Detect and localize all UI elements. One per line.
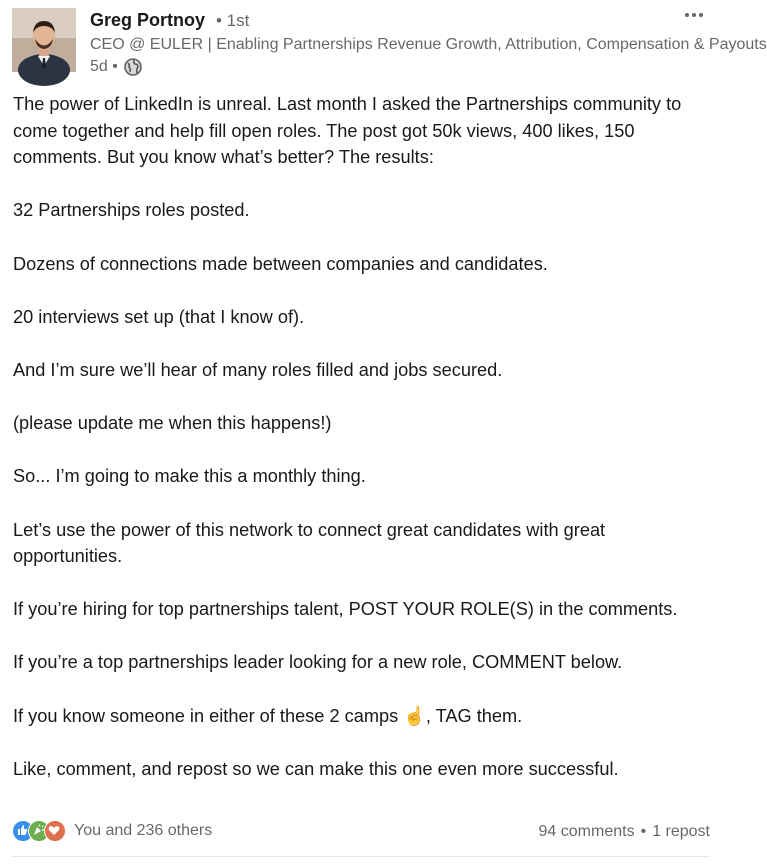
post-text bbox=[13, 91, 708, 782]
reactions-summary[interactable] bbox=[12, 820, 212, 842]
more-dot bbox=[685, 13, 689, 17]
post-paragraph: Like, comment, and repost so we can make this one even more successful. bbox=[13, 758, 619, 779]
more-options-button[interactable] bbox=[680, 6, 708, 24]
globe-icon bbox=[123, 57, 143, 77]
author-name[interactable]: Greg Portnoy bbox=[90, 10, 206, 30]
post-paragraph: Let’s use the power of this network to connect great candidates with great opportunities. bbox=[13, 519, 606, 567]
reactions-count: You and 236 others bbox=[74, 822, 213, 839]
post-paragraph: The power of LinkedIn is unreal. Last month I asked the Partnerships community to come together and help fill open roles. The post got 50k views, 400 likes, 150 comments. But you know what’s better? The results: bbox=[13, 94, 682, 168]
more-dot bbox=[699, 13, 703, 17]
post-paragraph: If you know someone in either of these 2 camps ☝️, TAG them. bbox=[13, 705, 523, 726]
post-paragraph: And I’m sure we’ll hear of many roles filled and jobs secured. bbox=[13, 359, 503, 380]
author-avatar[interactable] bbox=[12, 8, 76, 72]
post-time: 5d • bbox=[90, 58, 118, 75]
post-meta bbox=[90, 57, 143, 77]
social-counts bbox=[12, 820, 710, 844]
connection-degree: • 1st bbox=[216, 11, 250, 30]
engagement-counts bbox=[539, 823, 710, 841]
divider bbox=[12, 856, 710, 857]
counts-separator: • bbox=[640, 823, 647, 840]
post-paragraph: So... I’m going to make this a monthly thing. bbox=[13, 466, 366, 487]
avatar-photo bbox=[12, 8, 76, 72]
comments-count[interactable]: 94 comments bbox=[538, 823, 635, 840]
post-paragraph: 20 interviews set up (that I know of). bbox=[13, 306, 305, 327]
post-paragraph: Dozens of connections made between companies and candidates. bbox=[13, 253, 548, 274]
post-header bbox=[0, 0, 767, 84]
post-paragraph: 32 Partnerships roles posted. bbox=[13, 200, 250, 221]
reposts-count[interactable]: 1 repost bbox=[652, 823, 710, 840]
author-headline: CEO @ EULER | Enabling Partnerships Revenue Growth, Attribution, Compensation & Payouts bbox=[90, 36, 767, 53]
post-paragraph: If you’re hiring for top partnerships talent, POST YOUR ROLE(S) in the comments. bbox=[13, 599, 678, 620]
post-paragraph: (please update me when this happens!) bbox=[13, 413, 332, 434]
love-icon bbox=[44, 820, 66, 842]
more-dot bbox=[692, 13, 696, 17]
post-paragraph: If you’re a top partnerships leader looking for a new role, COMMENT below. bbox=[13, 652, 623, 673]
